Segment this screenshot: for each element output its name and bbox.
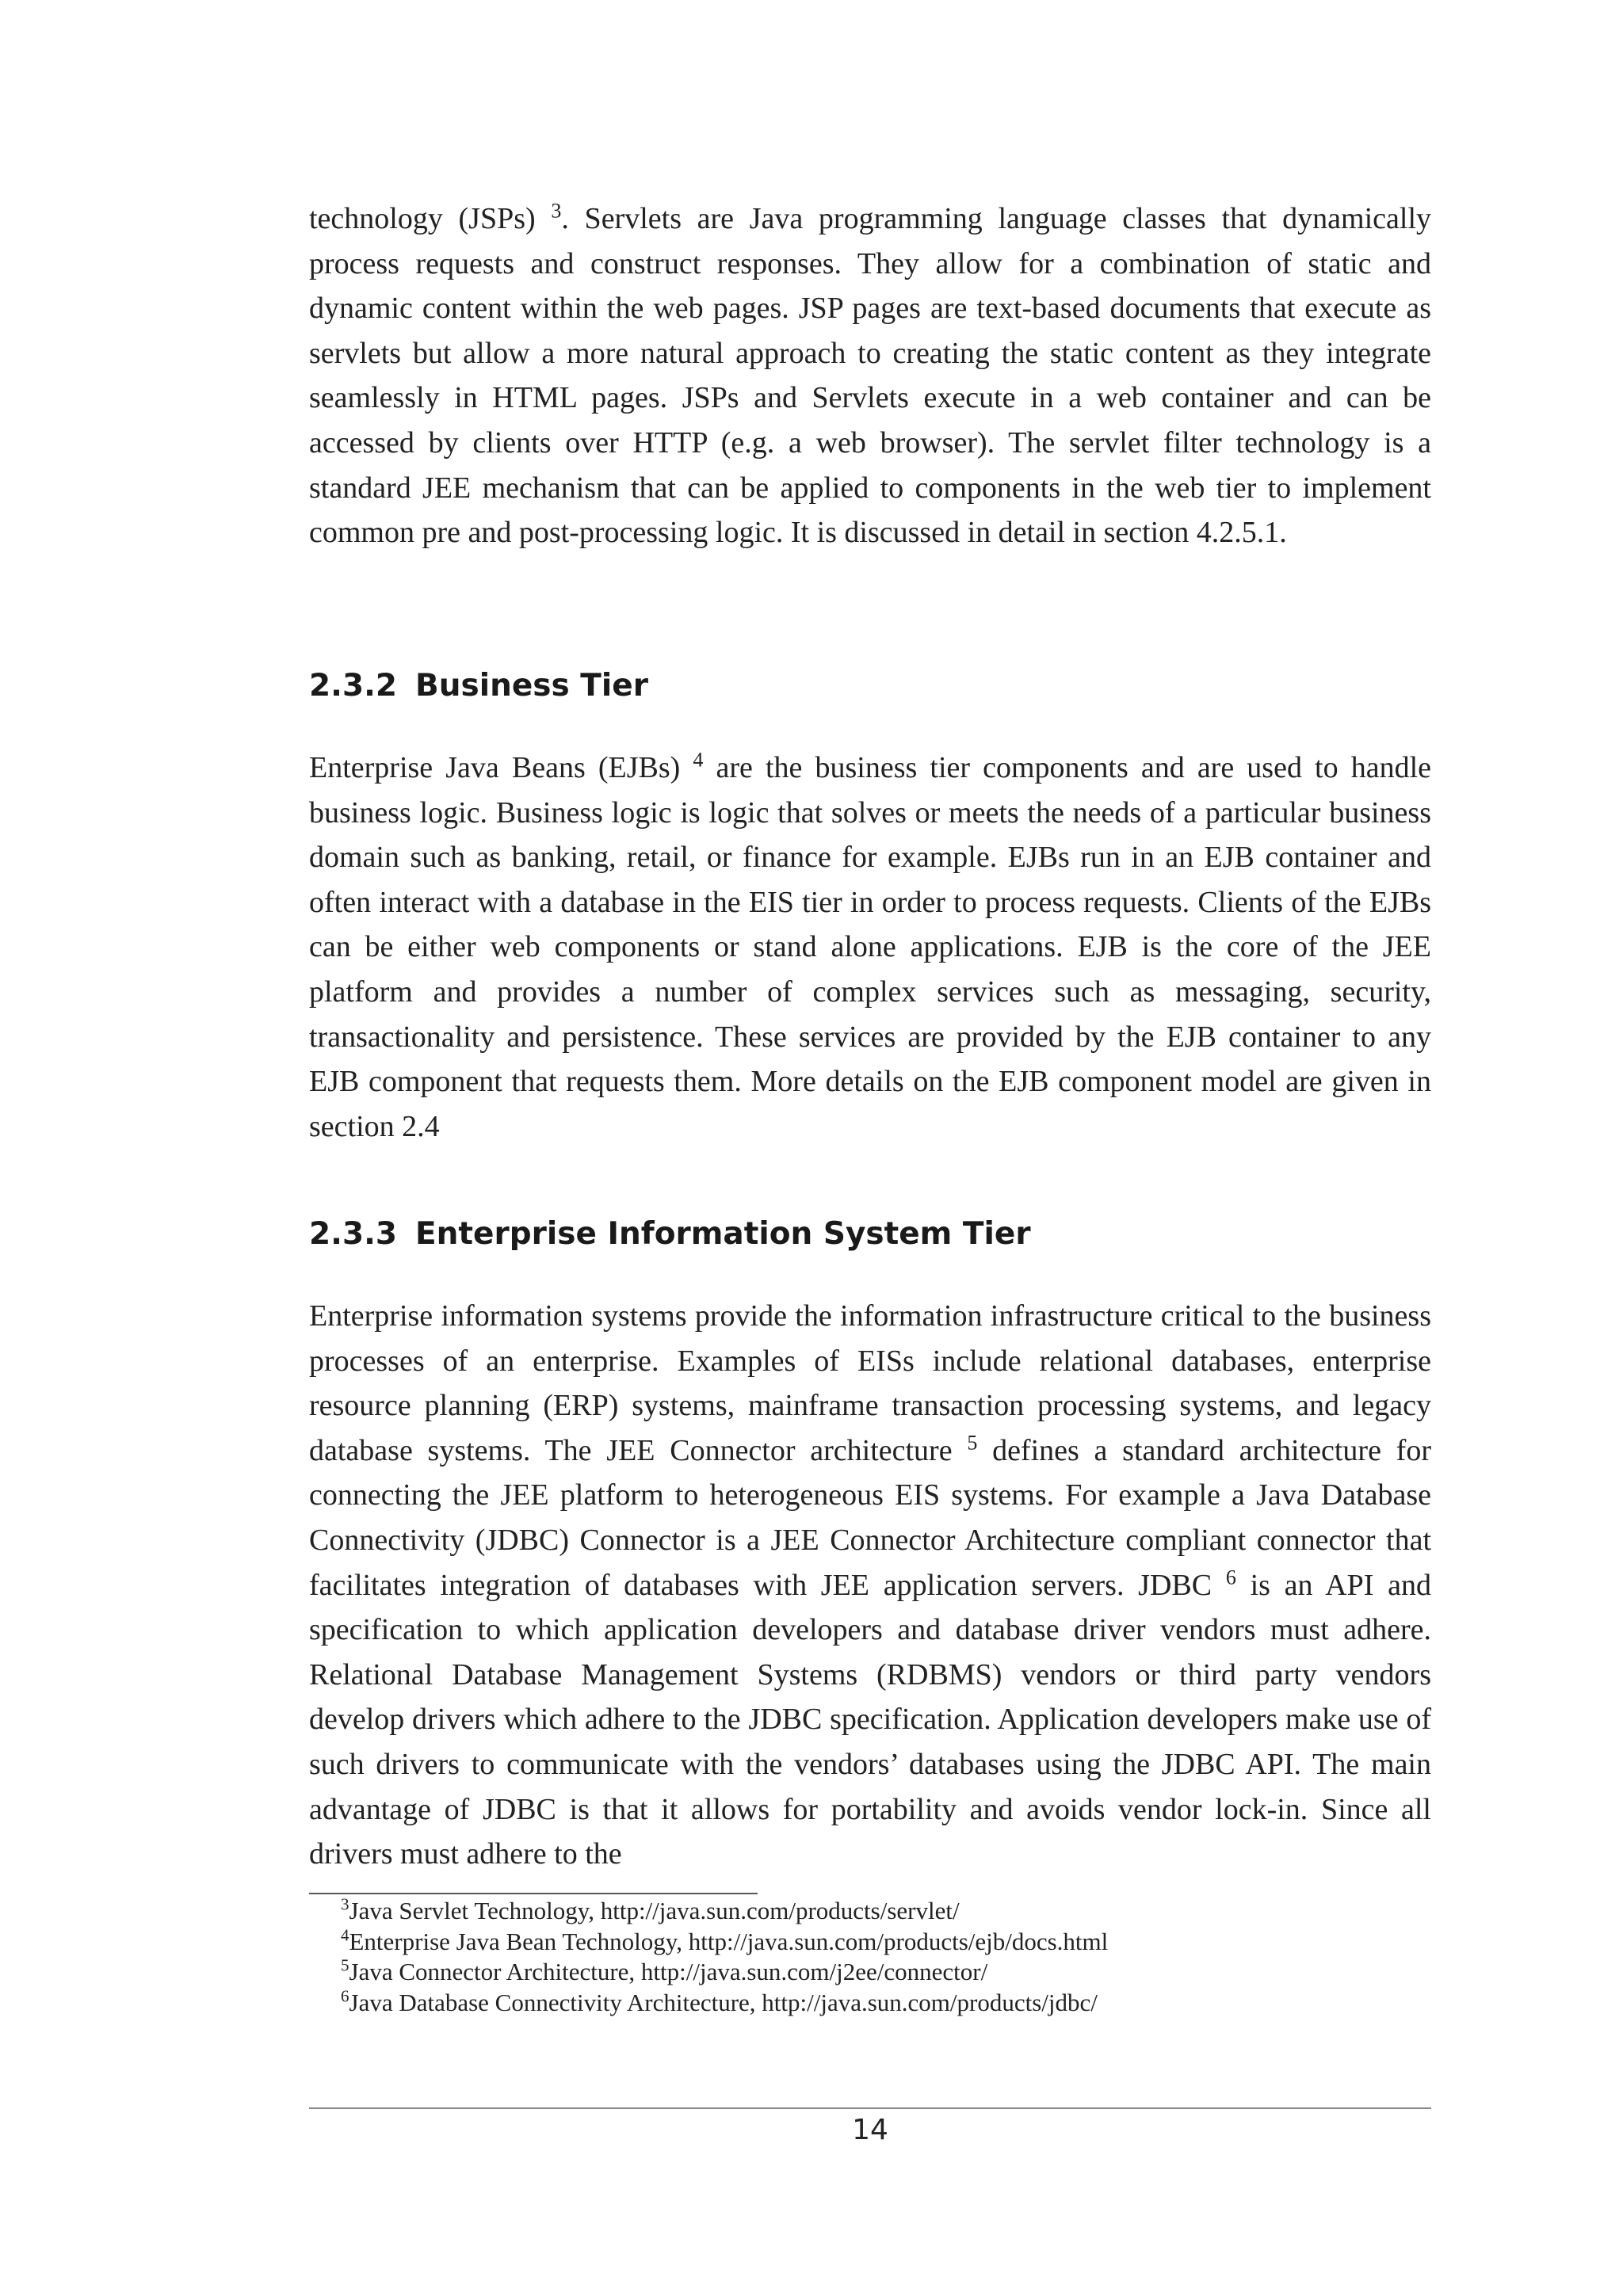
page-number: 14 xyxy=(852,2114,888,2146)
business-text-2: are the business tier components and are used to handle business logic. Business logic is logic that solves or meets the needs of a particular business domain such as banking, retail, or finance for example. EJBs run in an EJB container and often interact with a database in the EIS tier in order to process requests. Clients of the EJBs can be either web components or stand alone applications. EJB is the core of the JEE platform and provides a number of complex services such as messaging, security, transactionality and persistence. These services are provided by the EJB container to any EJB component that requests them. More details on the EJB component model are given in section 2.4 xyxy=(309,751,1431,1143)
eis-text-3: is an API and specification to which application developers and database driver vendors must adhere. Relational Database Management Systems (RDBMS) vendors or third party vendors develop drivers which adhere to the JDBC specification. Application developers make use of such drivers to communicate with the vendors’ databases using the JDBC API. The main advantage of JDBC is that it allows for portability and avoids vendor lock-in. Since all drivers must adhere to the xyxy=(309,1568,1432,1871)
business-tier-paragraph xyxy=(309,746,1431,1149)
eis-tier-paragraph xyxy=(309,1294,1431,1877)
section-title: Enterprise Information System Tier xyxy=(415,1216,1031,1252)
intro-text-1: technology (JSPs) xyxy=(309,202,552,235)
eis-text-1: Enterprise information systems provide the information infrastructure critical to the business processes of an enterprise. Examples of EISs include relational databases, enterprise resource planning (ERP) systems, mainframe transaction processing systems, and legacy database systems. The JEE Connector architecture xyxy=(309,1299,1431,1467)
footnote-ref-6: 6 xyxy=(1225,1565,1236,1589)
section-heading-business-tier xyxy=(309,664,648,708)
footnote-item xyxy=(341,1957,1434,1988)
footnote-mark: 5 xyxy=(341,1955,349,1975)
intro-text-2: . Servlets are Java programming language classes that dynamically process requests and construct responses. They allow for a combination of static and dynamic content within the web pages. JSP pages are text-based documents that execute as servlets but allow a more natural approach to creating the static content as they integrate seamlessly in HTML pages. JSPs and Servlets execute in a web container and can be accessed by clients over HTTP (e.g. a web browser). The servlet filter technology is a standard JEE mechanism that can be applied to components in the web tier to implement common pre and post-processing logic. It is discussed in detail in section 4.2.5.1. xyxy=(309,202,1432,550)
footnote-item xyxy=(341,1927,1434,1958)
body-text xyxy=(309,196,1432,1871)
section-title: Business Tier xyxy=(415,668,648,704)
footnote-text: Enterprise Java Bean Technology, http://java.sun.com/products/ejb/docs.html xyxy=(349,1927,1109,1955)
footer-divider xyxy=(309,2107,1431,2109)
section-heading-eis-tier xyxy=(309,1212,1031,1257)
footnote-ref-3: 3 xyxy=(551,199,562,223)
intro-paragraph xyxy=(309,196,1431,555)
footnote-mark: 3 xyxy=(341,1894,349,1914)
section-number: 2.3.2 xyxy=(309,668,398,704)
section-number: 2.3.3 xyxy=(309,1216,398,1252)
eis-text-2: defines a standard architecture for connecting the JEE platform to heterogeneous EIS systems. For example a Java Database Connectivity (JDBC) Connector is a JEE Connector Architecture compliant connector that facilitates integration of databases with JEE application servers. JDBC xyxy=(309,1433,1431,1602)
footnote-item xyxy=(341,1988,1434,2019)
footnote-item xyxy=(341,1896,1434,1927)
footnote-mark: 6 xyxy=(341,1986,349,2006)
footnote-text: Java Database Connectivity Architecture, http://java.sun.com/products/jdbc/ xyxy=(349,1988,1098,2016)
footnote-mark: 4 xyxy=(341,1925,349,1945)
footnote-text: Java Servlet Technology, http://java.sun.com/products/servlet/ xyxy=(349,1897,960,1924)
business-text-1: Enterprise Java Beans (EJBs) xyxy=(309,751,693,784)
footnote-ref-5: 5 xyxy=(967,1431,978,1455)
footnotes xyxy=(341,1896,1434,2018)
footnote-divider xyxy=(309,1893,758,1894)
footnote-text: Java Connector Architecture, http://java.sun.com/j2ee/connector/ xyxy=(349,1958,988,1985)
footnote-ref-4: 4 xyxy=(693,748,704,772)
